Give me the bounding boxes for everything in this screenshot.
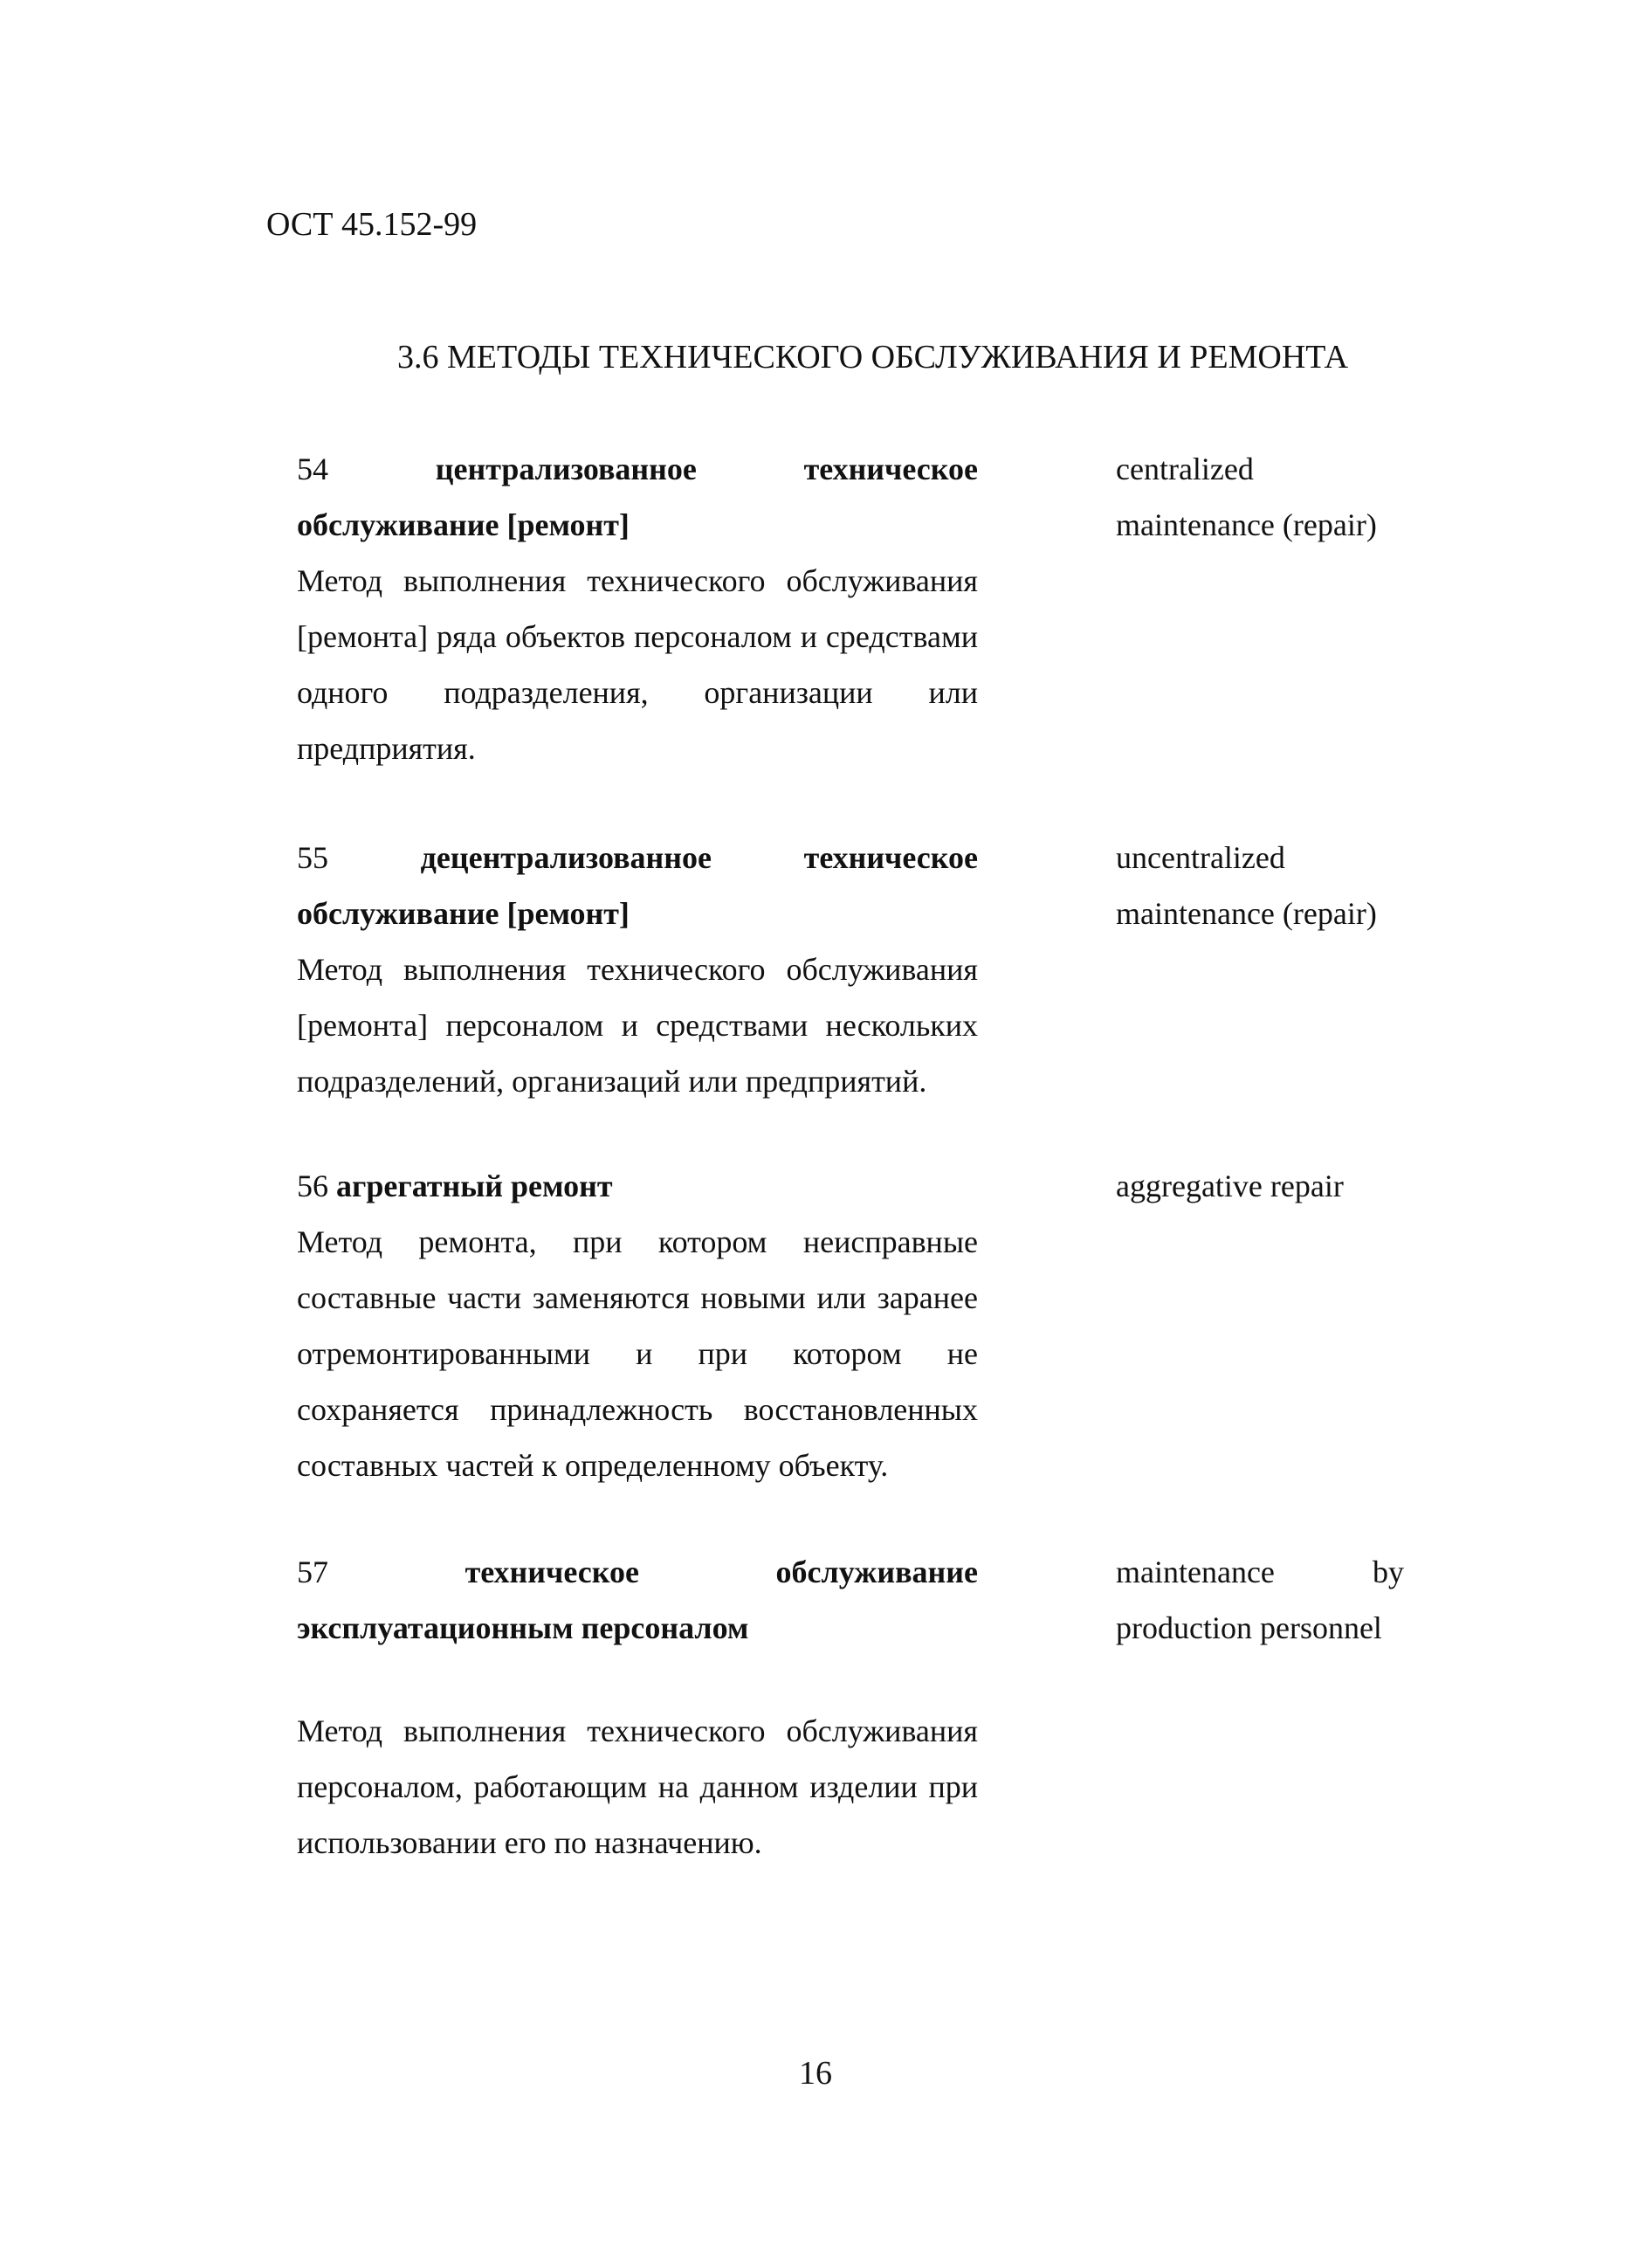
term-heading <box>297 441 978 553</box>
term-entry-54 <box>297 441 978 776</box>
term-heading <box>297 1544 978 1656</box>
term-entry-57 <box>297 1544 978 1871</box>
term-english-equivalent: maintenance by production personnel <box>1116 1555 1404 1645</box>
term-definition: Метод выполнения технического обслуживания [ремонта] персоналом и средствами нескольких подразделений, организаций или предприятий. <box>297 952 978 1099</box>
term-number: 56 <box>297 1168 328 1203</box>
term-definition: Метод выполнения технического обслуживания персоналом, работающим на данном изделии при использовании его по назначению. <box>297 1713 978 1860</box>
page-number: 16 <box>799 2055 832 2092</box>
term-name: децентрализованное техническое обслуживание [ремонт] <box>297 840 978 931</box>
term-heading <box>297 1158 978 1214</box>
term-name: техническое обслуживание эксплуатационным персоналом <box>297 1555 979 1645</box>
term-definition: Метод выполнения технического обслуживания [ремонта] ряда объектов персоналом и средствами одного подразделения, организации или предприятия. <box>297 563 978 766</box>
term-number: 55 <box>297 840 328 875</box>
term-english-equivalent: aggregative repair <box>1116 1168 1344 1203</box>
term-entry-55 <box>297 830 978 1109</box>
term-number: 54 <box>297 452 328 486</box>
term-english-equivalent: centralized maintenance (repair) <box>1116 452 1377 542</box>
term-entry-56 <box>297 1158 978 1493</box>
term-name: агрегатный ремонт <box>336 1168 613 1203</box>
section-title: 3.6 МЕТОДЫ ТЕХНИЧЕСКОГО ОБСЛУЖИВАНИЯ И РЕМОНТА <box>397 339 1349 376</box>
document-code: ОСТ 45.152-99 <box>266 206 478 243</box>
term-number: 57 <box>297 1555 328 1589</box>
term-name: централизованное техническое обслуживание [ремонт] <box>297 452 978 542</box>
term-english-equivalent: uncentralized maintenance (repair) <box>1116 840 1377 931</box>
term-definition: Метод ремонта, при котором неисправные составные части заменяются новыми или заранее отремонтированными и при котором не сохраняется принадлежность восстановленных составных частей к определенному объекту. <box>297 1224 978 1483</box>
term-heading <box>297 830 978 941</box>
